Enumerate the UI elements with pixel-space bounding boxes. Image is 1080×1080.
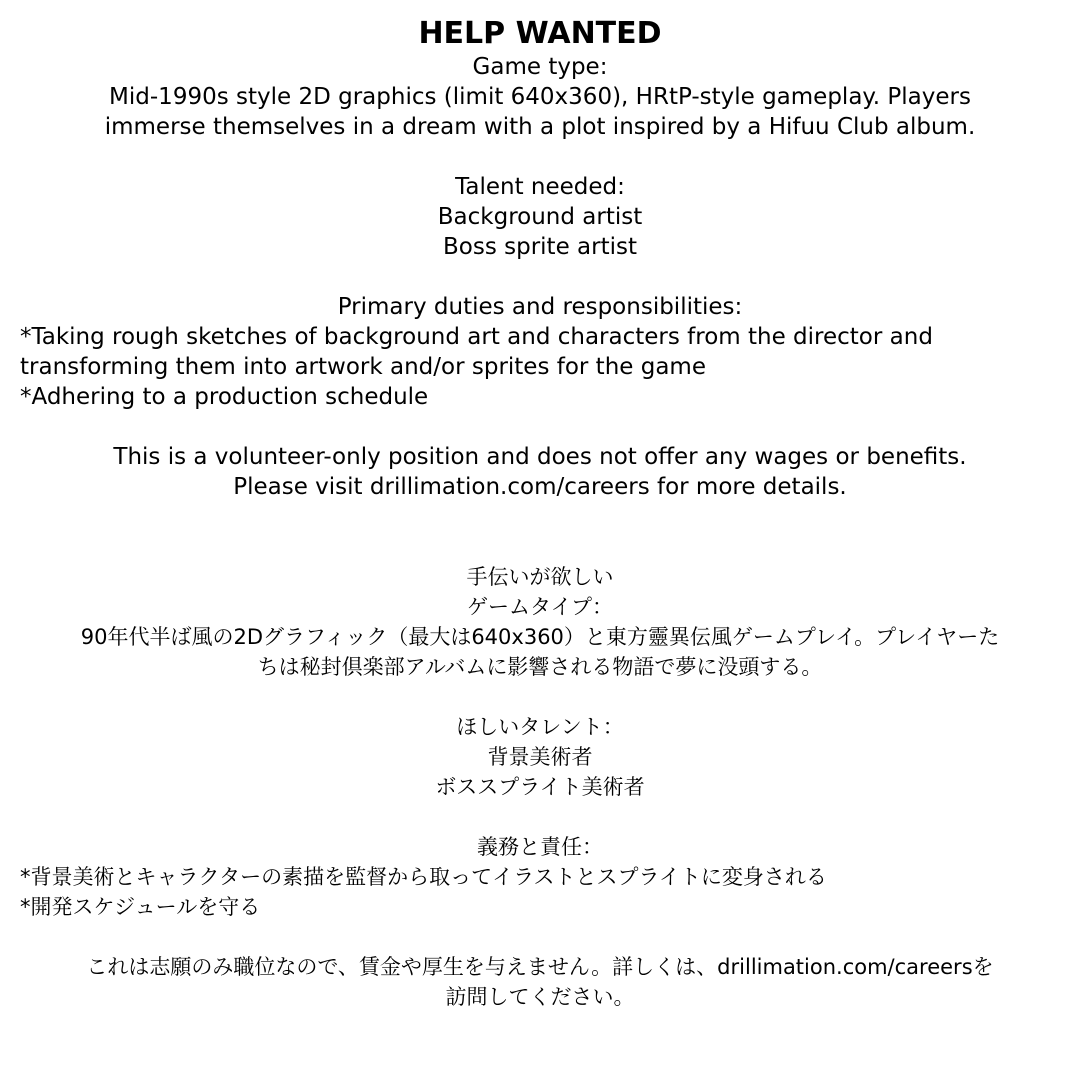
- english-title: HELP WANTED: [418, 16, 662, 51]
- english-game-type-line-2: immerse themselves in a dream with a plot inspired by a Hifuu Club album.: [104, 114, 976, 140]
- japanese-duty-2: *開発スケジュールを守る: [20, 895, 261, 919]
- english-duties-label: Primary duties and responsibilities:: [337, 294, 743, 320]
- english-talent-label: Talent needed:: [455, 174, 625, 200]
- english-duty-1-line-1: *Taking rough sketches of background art and characters from the director and: [20, 324, 933, 350]
- japanese-notice-line-1: これは志願のみ職位なので、賃金や厚生を与えません。詳しくは、drillimation.com/careersを: [86, 955, 994, 979]
- english-duty-2: *Adhering to a production schedule: [20, 384, 429, 410]
- japanese-talent-item: 背景美術者: [487, 745, 593, 769]
- japanese-duties-label: 義務と責任：: [477, 835, 603, 859]
- english-game-type-label: Game type:: [472, 54, 608, 80]
- japanese-game-type-label: ゲームタイプ：: [467, 595, 613, 619]
- english-game-type-line-1: Mid-1990s style 2D graphics (limit 640x360), HRtP-style gameplay. Players: [109, 84, 971, 110]
- japanese-duty-1: *背景美術とキャラクターの素描を監督から取ってイラストとスプライトに変身される: [20, 865, 827, 889]
- japanese-talent-item: ボススプライト美術者: [435, 775, 645, 799]
- english-duty-1-line-2: transforming them into artwork and/or sprites for the game: [20, 354, 706, 380]
- english-notice-line-2: Please visit drillimation.com/careers for more details.: [233, 474, 847, 500]
- japanese-notice-line-2: 訪問してください。: [445, 985, 635, 1009]
- english-talent-item: Boss sprite artist: [443, 234, 637, 260]
- japanese-talent-label: ほしいタレント：: [456, 715, 624, 739]
- japanese-game-type-line-1: 90年代半ば風の2Dグラフィック（最大は640x360）と東方靈異伝風ゲームプレイ。プレイヤーた: [80, 625, 1000, 649]
- japanese-title: 手伝いが欲しい: [466, 565, 614, 589]
- japanese-game-type-line-2: ちは秘封倶楽部アルバムに影響される物語で夢に没頭する。: [257, 655, 823, 679]
- english-notice-line-1: This is a volunteer-only position and does not offer any wages or benefits.: [113, 444, 967, 470]
- english-talent-item: Background artist: [437, 204, 643, 230]
